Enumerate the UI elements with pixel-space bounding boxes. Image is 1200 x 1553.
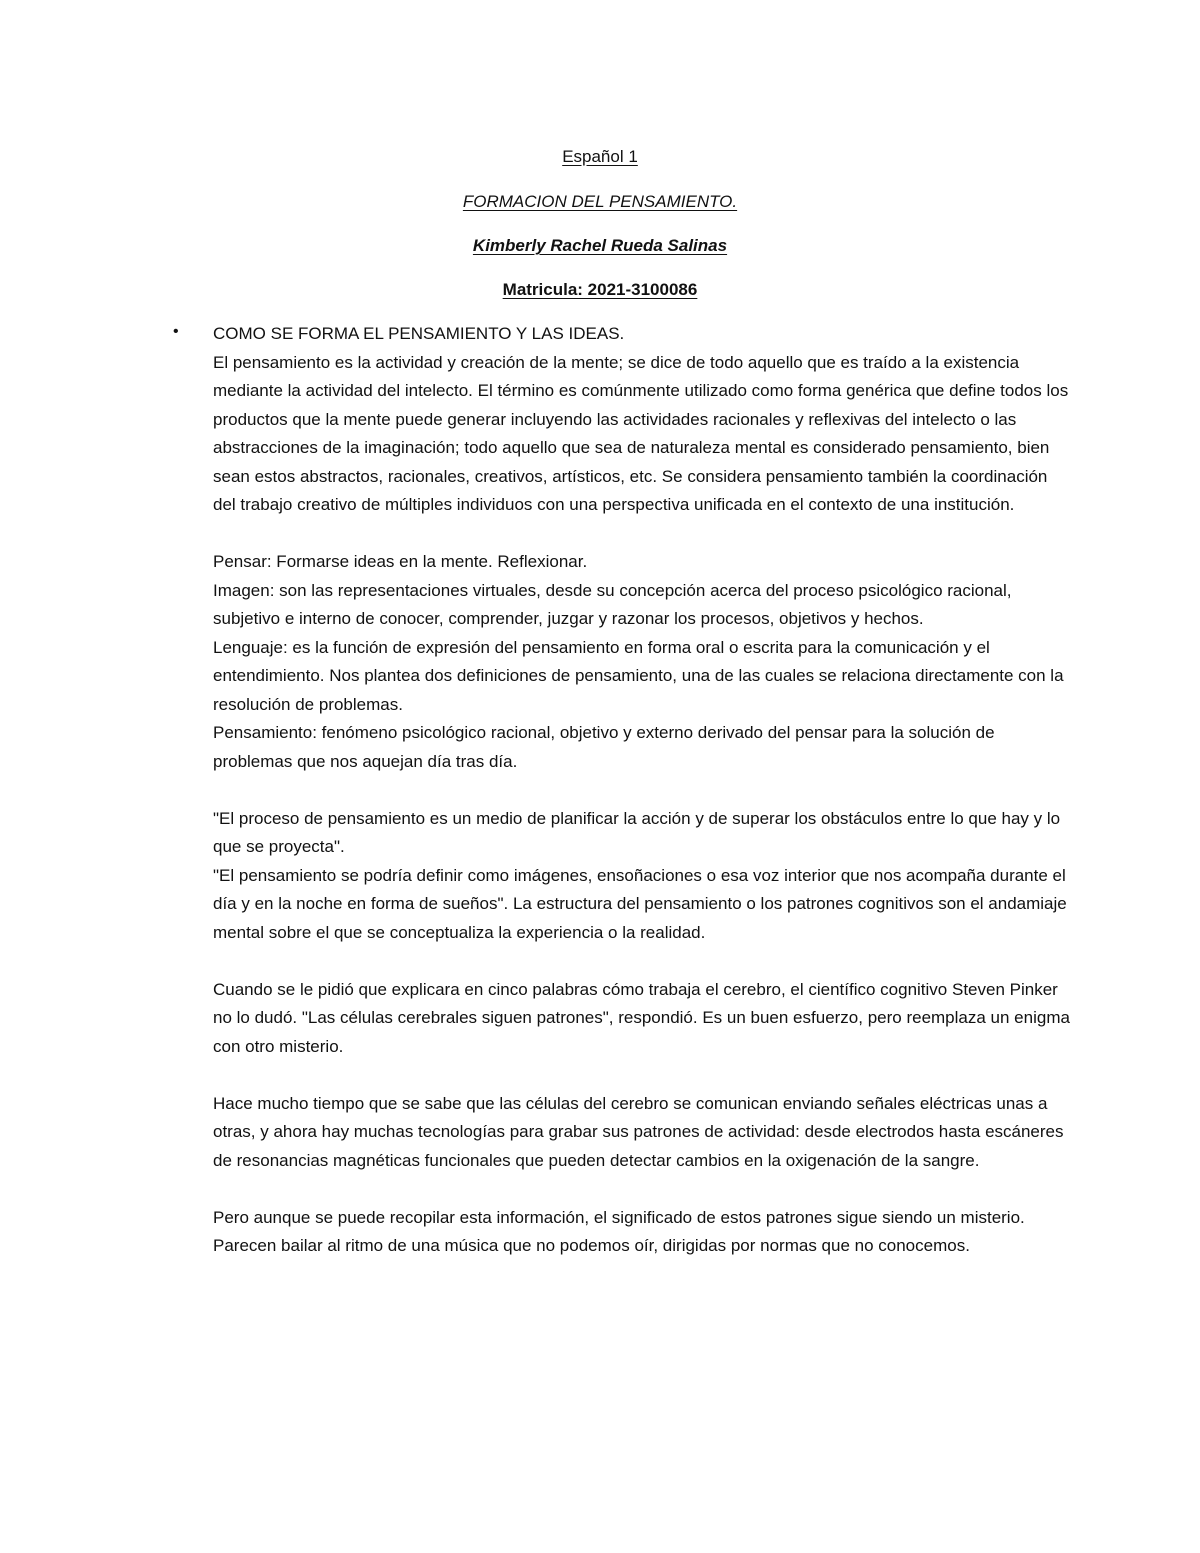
bullet-heading: COMO SE FORMA EL PENSAMIENTO Y LAS IDEAS. xyxy=(213,324,625,343)
document-body xyxy=(213,320,1073,1261)
paragraph-spacer xyxy=(213,520,1073,549)
document-title: FORMACION DEL PENSAMIENTO. xyxy=(462,192,738,211)
bullet-marker: • xyxy=(173,323,179,340)
paragraph-imagen: Imagen: son las representaciones virtuales, desde su concepción acerca del proceso psicológico racional, subjetivo e interno de conocer, comprender, juzgar y razonar los procesos, objetivos y hechos. xyxy=(213,580,1012,628)
paragraph-pinker: Cuando se le pidió que explicara en cinco palabras cómo trabaja el cerebro, el científico cognitivo Steven Pinker no lo dudó. "Las células cerebrales siguen patrones", respondió. Es un buen esfuerzo, pero reemplaza un enigma con otro misterio. xyxy=(213,979,1070,1056)
paragraph-spacer xyxy=(213,1175,1073,1204)
paragraph-spacer xyxy=(213,947,1073,976)
paragraph-pensar: Pensar: Formarse ideas en la mente. Reflexionar. xyxy=(213,552,588,571)
quote-proceso: "El proceso de pensamiento es un medio de planificar la acción y de superar los obstáculos entre lo que hay y lo que se proyecta". xyxy=(213,808,1061,856)
paragraph-lenguaje: Lenguaje: es la función de expresión del pensamiento en forma oral o escrita para la comunicación y el entendimiento. Nos plantea dos definiciones de pensamiento, una de las cuales se relaciona directamente con la resolución de problemas. xyxy=(213,637,1064,714)
paragraph-spacer xyxy=(213,776,1073,805)
subject-heading: Español 1 xyxy=(562,147,638,166)
quote-imagenes: "El pensamiento se podría definir como imágenes, ensoñaciones o esa voz interior que nos acompaña durante el día y en la noche en forma de sueños". La estructura del pensamiento o los patrones cognitivos son el andamiaje mental sobre el que se conceptualiza la experiencia o la realidad. xyxy=(213,865,1067,942)
matricula-line: Matricula: 2021-3100086 xyxy=(502,280,698,299)
paragraph-pensamiento: Pensamiento: fenómeno psicológico racional, objetivo y externo derivado del pensar para la solución de problemas que nos aquejan día tras día. xyxy=(213,723,995,771)
paragraph-misterio: Pero aunque se puede recopilar esta información, el significado de estos patrones sigue siendo un misterio. Parecen bailar al ritmo de una música que no podemos oír, dirigidas por normas que no conocemos. xyxy=(213,1207,1025,1255)
paragraph-definition: El pensamiento es la actividad y creación de la mente; se dice de todo aquello que es traído a la existencia mediante la actividad del intelecto. El término es comúnmente utilizado como forma genérica que define todos los productos que la mente puede generar incluyendo las actividades racionales y reflexivas del intelecto o las abstracciones de la imaginación; todo aquello que sea de naturaleza mental es considerado pensamiento, bien sean estos abstractos, racionales, creativos, artísticos, etc. Se considera pensamiento también la coordinación del trabajo creativo de múltiples individuos con una perspectiva unificada en el contexto de una institución. xyxy=(213,352,1069,514)
paragraph-senales: Hace mucho tiempo que se sabe que las células del cerebro se comunican enviando señales eléctricas unas a otras, y ahora hay muchas tecnologías para grabar sus patrones de actividad: desde electrodos hasta escáneres de resonancias magnéticas funcionales que pueden detectar cambios en la oxigenación de la sangre. xyxy=(213,1093,1064,1170)
paragraph-spacer xyxy=(213,1061,1073,1090)
author-name: Kimberly Rachel Rueda Salinas xyxy=(472,236,728,255)
